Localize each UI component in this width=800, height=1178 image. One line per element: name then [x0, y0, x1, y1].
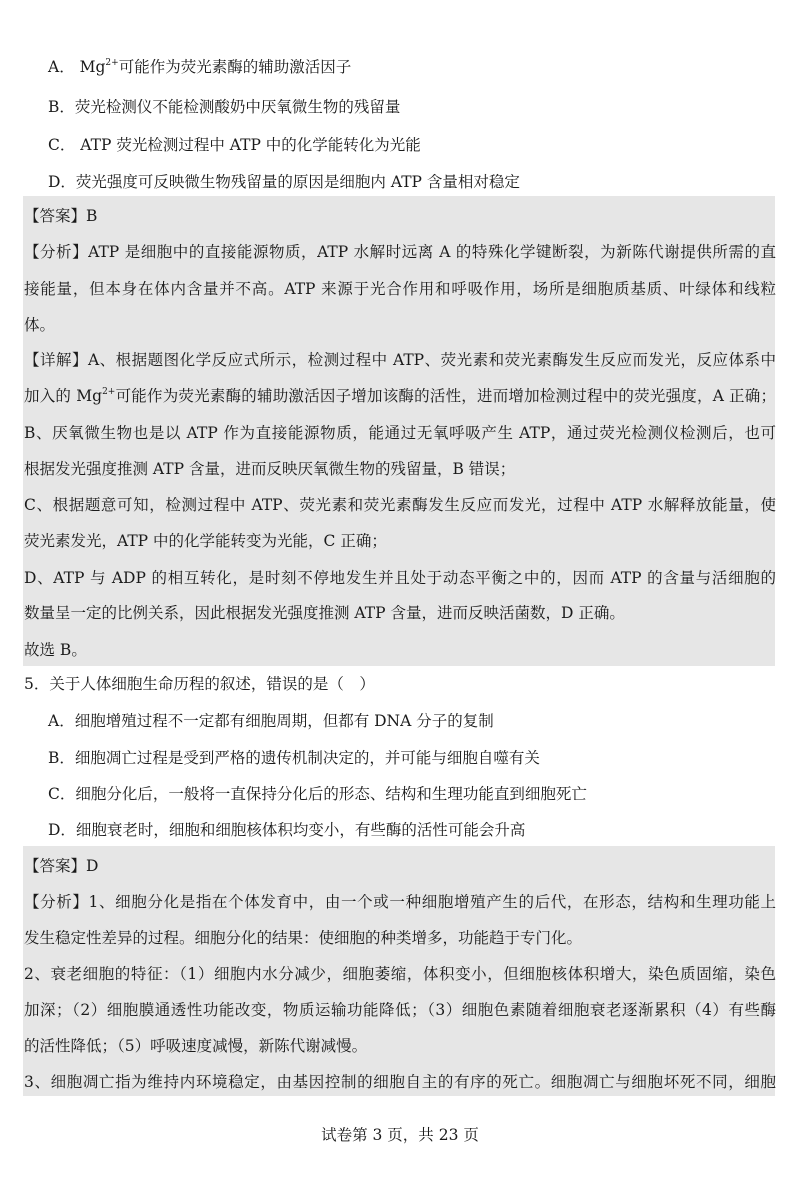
- detail-line-1: 【详解】A、根据题图化学反应式所示，检测过程中 ATP、荧光素和荧光素酶发生反应而发光，反应体系中: [24, 351, 776, 369]
- detail-line-3: B、厌氧微生物也是以 ATP 作为直接能源物质，能通过无氧呼吸产生 ATP，通过荧光检测仪检测后，也可: [24, 424, 776, 442]
- q5-option-d: D．细胞衰老时，细胞和细胞核体积均变小，有些酶的活性可能会升高: [48, 821, 526, 839]
- page-footer: 试卷第 3 页，共 23 页: [321, 1126, 479, 1144]
- answer-line: 【答案】B: [24, 207, 98, 225]
- option-b: B．荧光检测仪不能检测酸奶中厌氧微生物的残留量: [48, 98, 401, 116]
- option-d: D．荧光强度可反映微生物残留量的原因是细胞内 ATP 含量相对稳定: [48, 173, 520, 191]
- analysis-line-3: 体。: [24, 316, 56, 334]
- q5-analysis-line-4: 加深；（2）细胞膜通透性功能改变，物质运输功能降低；（3）细胞色素随着细胞衰老逐渐累积（4）有些酶: [24, 1001, 776, 1019]
- detail-line-7: D、ATP 与 ADP 的相互转化，是时刻不停地发生并且处于动态平衡之中的，因而 ATP 的含量与活细胞的: [24, 569, 776, 587]
- option-a: A． $Mg^{2+}$可能作为荧光素酶的辅助激活因子: [48, 58, 352, 76]
- q5-option-a: A．细胞增殖过程不一定都有细胞周期，但都有 DNA 分子的复制: [48, 712, 494, 730]
- q5-analysis-line-6: 3、细胞凋亡指为维持内环境稳定，由基因控制的细胞自主的有序的死亡。细胞凋亡与细胞坏死不同，细胞: [24, 1073, 776, 1091]
- q5-analysis-line-5: 的活性降低；（5）呼吸速度减慢，新陈代谢减慢。: [24, 1037, 368, 1055]
- detail-line-8: 数量呈一定的比例关系，因此根据发光强度推测 ATP 含量，进而反映活菌数，D 正确。: [24, 604, 625, 622]
- detail-line-5: C、根据题意可知，检测过程中 ATP、荧光素和荧光素酶发生反应而发光，过程中 ATP 水解释放能量，使: [24, 496, 776, 514]
- q5-option-c: C．细胞分化后，一般将一直保持分化后的形态、结构和生理功能直到细胞死亡: [48, 785, 587, 803]
- option-c: C． ATP 荧光检测过程中 ATP 中的化学能转化为光能: [48, 136, 421, 154]
- q5-analysis-line-1: 【分析】1、细胞分化是指在个体发育中，由一个或一种细胞增殖产生的后代，在形态，结构和生理功能上: [24, 893, 776, 911]
- q5-answer-line: 【答案】D: [24, 857, 99, 875]
- conclusion-line: 故选 B。: [24, 641, 87, 659]
- q5-option-b: B．细胞凋亡过程是受到严格的遗传机制决定的，并可能与细胞自噬有关: [48, 749, 540, 767]
- detail-line-6: 荧光素发光，ATP 中的化学能转变为光能，C 正确；: [24, 532, 387, 550]
- analysis-line-2: 接能量，但本身在体内含量并不高。ATP 来源于光合作用和呼吸作用，场所是细胞质基质、叶绿体和线粒: [24, 280, 776, 298]
- q5-analysis-line-2: 发生稳定性差异的过程。细胞分化的结果：使细胞的种类增多，功能趋于专门化。: [24, 929, 583, 947]
- question-5-stem: 5．关于人体细胞生命历程的叙述，错误的是（ ）: [24, 675, 375, 693]
- q5-analysis-line-3: 2、衰老细胞的特征：（1）细胞内水分减少，细胞萎缩，体积变小，但细胞核体积增大，染色质固缩，染色: [24, 965, 776, 983]
- analysis-line-1: 【分析】ATP 是细胞中的直接能源物质，ATP 水解时远离 A 的特殊化学键断裂，为新陈代谢提供所需的直: [24, 243, 776, 261]
- detail-line-2: 加入的 $Mg^{2+}$可能作为荧光素酶的辅助激活因子增加该酶的活性，进而增加检测过程中的荧光强度，A 正确；: [24, 387, 776, 405]
- detail-line-4: 根据发光强度推测 ATP 含量，进而反映厌氧微生物的残留量，B 错误；: [24, 460, 516, 478]
